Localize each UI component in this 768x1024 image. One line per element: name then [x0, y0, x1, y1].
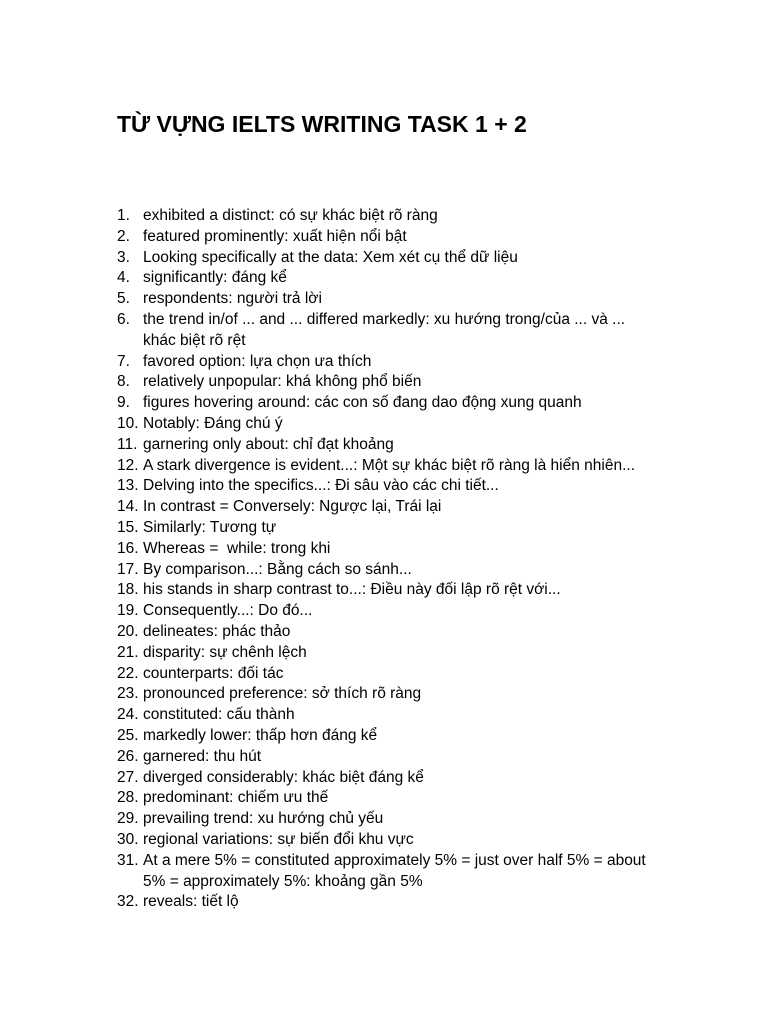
list-item	[0, 435, 648, 456]
item-text: In contrast = Conversely: Ngược lại, Trái lại	[143, 498, 442, 516]
item-text: favored option: lựa chọn ưa thích	[143, 352, 372, 370]
list-item	[0, 726, 648, 747]
item-text: At a mere 5% = constituted approximately 5% = just over half 5% = about 5% = approximately 5%: khoảng gần 5%	[143, 851, 646, 890]
item-number: 31.	[117, 851, 139, 869]
item-number: 21.	[117, 643, 139, 661]
item-number: 6.	[117, 310, 130, 328]
list-item	[0, 393, 648, 414]
item-number: 16.	[117, 539, 139, 557]
item-text: significantly: đáng kể	[143, 269, 287, 287]
list-item	[0, 788, 648, 809]
item-text: pronounced preference: sở thích rõ ràng	[143, 685, 422, 703]
list-item	[0, 456, 648, 477]
item-text: constituted: cấu thành	[143, 706, 295, 724]
list-item	[0, 310, 648, 352]
item-number: 1.	[117, 207, 130, 224]
item-number: 22.	[117, 664, 139, 682]
list-item	[0, 497, 648, 518]
item-number: 8.	[117, 373, 130, 391]
list-item	[0, 227, 648, 248]
item-text: the trend in/of ... and ... differed markedly: xu hướng trong/của ... và ... khác biệt rõ rệt	[143, 310, 626, 349]
list-item	[0, 560, 648, 581]
item-text: garnering only about: chỉ đạt khoảng	[143, 435, 394, 453]
list-item	[0, 643, 648, 664]
item-text: Looking specifically at the data: Xem xét cụ thể dữ liệu	[143, 248, 518, 266]
item-text: Similarly: Tương tự	[143, 518, 277, 536]
item-text: markedly lower: thấp hơn đáng kể	[143, 726, 378, 744]
list-item	[0, 664, 648, 685]
item-number: 3.	[117, 248, 130, 266]
list-item	[0, 518, 648, 539]
item-text: prevailing trend: xu hướng chủ yếu	[143, 810, 384, 828]
item-number: 13.	[117, 477, 139, 495]
item-text: By comparison...: Bằng cách so sánh...	[143, 560, 412, 578]
list-item	[0, 892, 648, 913]
list-item	[0, 248, 648, 269]
item-text: garnered: thu hút	[143, 747, 262, 765]
list-item	[0, 747, 648, 768]
item-number: 29.	[117, 810, 139, 828]
item-text: exhibited a distinct: có sự khác biệt rõ ràng	[143, 207, 438, 224]
item-number: 30.	[117, 830, 139, 848]
item-number: 24.	[117, 706, 139, 724]
item-number: 4.	[117, 269, 130, 287]
list-item	[0, 476, 648, 497]
item-number: 10.	[117, 414, 139, 432]
list-item	[0, 289, 648, 310]
item-text: reveals: tiết lộ	[143, 893, 239, 911]
list-item	[0, 372, 648, 393]
item-number: 11.	[117, 435, 138, 453]
item-number: 17.	[117, 560, 139, 578]
list-item	[0, 851, 648, 893]
item-text: delineates: phác thảo	[143, 622, 291, 640]
vocabulary-list	[0, 206, 768, 913]
list-item	[0, 539, 648, 560]
list-item	[0, 580, 648, 601]
item-number: 14.	[117, 498, 139, 516]
item-text: A stark divergence is evident...: Một sự khác biệt rõ ràng là hiển nhiên...	[143, 456, 635, 474]
item-number: 2.	[117, 227, 130, 245]
item-number: 12.	[117, 456, 139, 474]
item-text: his stands in sharp contrast to...: Điều này đối lập rõ rệt với...	[143, 581, 561, 599]
list-item	[0, 768, 648, 789]
item-number: 7.	[117, 352, 130, 370]
item-text: counterparts: đối tác	[143, 664, 284, 682]
list-item	[0, 601, 648, 622]
item-number: 25.	[117, 726, 139, 744]
list-item	[0, 809, 648, 830]
list-item	[0, 352, 648, 373]
item-number: 26.	[117, 747, 139, 765]
list-item	[0, 268, 648, 289]
item-number: 27.	[117, 768, 139, 786]
item-text: relatively unpopular: khá không phổ biến	[143, 373, 422, 391]
item-number: 23.	[117, 685, 139, 703]
item-number: 19.	[117, 602, 139, 620]
item-text: predominant: chiếm ưu thế	[143, 789, 329, 807]
list-item	[0, 705, 648, 726]
item-text: diverged considerably: khác biệt đáng kể	[143, 768, 424, 786]
item-number: 32.	[117, 893, 139, 911]
item-number: 28.	[117, 789, 139, 807]
item-text: disparity: sự chênh lệch	[143, 643, 307, 661]
list-item	[0, 830, 648, 851]
document-title: TỪ VỰNG IELTS WRITING TASK 1 + 2	[117, 111, 527, 137]
item-number: 15.	[117, 518, 139, 536]
item-text: Whereas = while: trong khi	[143, 539, 331, 557]
item-text: featured prominently: xuất hiện nổi bật	[143, 227, 407, 245]
item-number: 9.	[117, 394, 130, 412]
item-number: 5.	[117, 290, 130, 308]
item-text: regional variations: sự biến đổi khu vực	[143, 830, 414, 848]
list-item	[0, 414, 648, 435]
item-text: figures hovering around: các con số đang dao động xung quanh	[143, 394, 582, 412]
list-item	[0, 206, 648, 227]
item-text: Consequently...: Do đó...	[143, 602, 313, 620]
list-item	[0, 684, 648, 705]
item-text: respondents: người trả lời	[143, 290, 322, 308]
item-number: 20.	[117, 622, 139, 640]
item-text: Delving into the specifics...: Đi sâu vào các chi tiết...	[143, 477, 499, 495]
item-text: Notably: Đáng chú ý	[143, 414, 283, 432]
item-number: 18.	[117, 581, 139, 599]
list-item	[0, 622, 648, 643]
